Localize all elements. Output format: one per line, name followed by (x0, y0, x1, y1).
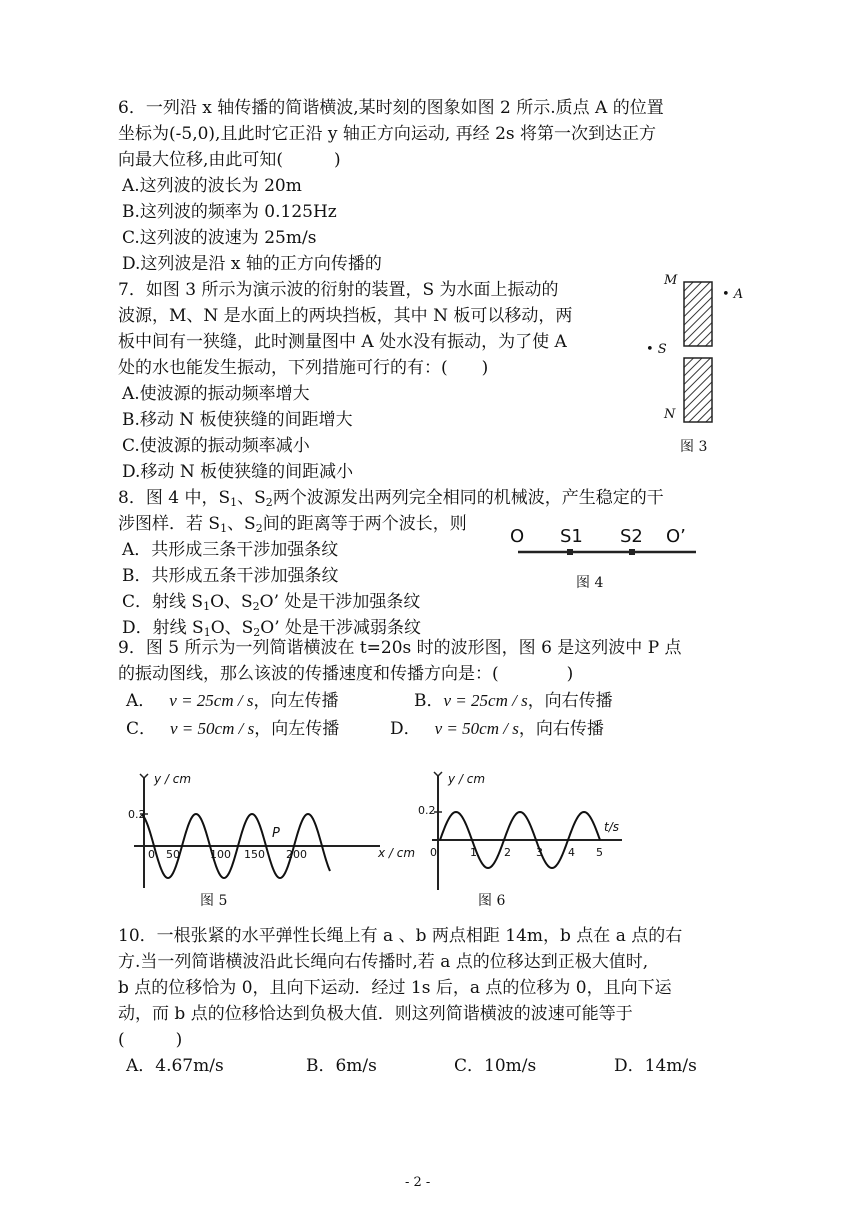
q10-option-c: C．10m/s (454, 1056, 537, 1076)
plate-m (684, 282, 712, 346)
q7-option-c: C.使波源的振动频率减小 (122, 436, 310, 456)
fig6-tick-4: 4 (568, 846, 575, 859)
q9-option-a: A． v = 25cm / s，向左传播 (126, 691, 339, 711)
q7-option-b: B.移动 N 板使狭缝的间距增大 (122, 410, 353, 430)
q9-option-b: B．v = 25cm / s，向右传播 (414, 691, 613, 711)
plate-n (684, 358, 712, 422)
label-point-a: • A (722, 287, 744, 302)
figure-5-waveform (120, 770, 410, 890)
fig5-tick-150: 150 (244, 848, 265, 861)
q10-option-b: B．6m/s (306, 1056, 377, 1076)
q6-option-c: C.这列波的波速为 25m/s (122, 228, 317, 248)
q6-option-b: B.这列波的频率为 0.125Hz (122, 202, 337, 222)
fig6-tick-0: 0 (430, 846, 437, 859)
y-axis-arrow (140, 774, 148, 778)
q8-stem-line1: 8．图 4 中，$S_1$、$S_2$两个波源发出两列完全相同的机械波，产生稳定的干 (118, 488, 664, 509)
q6-option-d: D.这列波是沿 x 轴的正方向传播的 (122, 254, 382, 274)
fig6-tick-2: 2 (504, 846, 511, 859)
fig6-y-label: y / cm (448, 772, 486, 786)
q8-option-a: A．共形成三条干涉加强条纹 (122, 540, 339, 560)
q7-stem-line3: 板中间有一狭缝，此时测量图中 A 处水没有振动，为了使 A (118, 332, 567, 352)
fig5-x-label: x / cm (378, 846, 416, 860)
label-o: O (510, 526, 525, 547)
q7-option-a: A.使波源的振动频率增大 (122, 384, 310, 404)
q10-option-d: D．14m/s (614, 1056, 697, 1076)
label-s1: S1 (560, 526, 583, 547)
figure-3-caption: 图 3 (680, 439, 708, 455)
label-m: M (664, 273, 678, 288)
fig6-tick-3: 3 (536, 846, 543, 859)
q8-option-c: C．射线 $S_1O$、$S_2O$’ 处是干涉加强条纹 (122, 592, 421, 613)
q6-option-a: A.这列波的波长为 20m (122, 176, 302, 196)
figure-4-caption: 图 4 (576, 575, 604, 591)
fig5-tick-100: 100 (210, 848, 231, 861)
q6-stem-line3: 向最大位移,由此可知( ) (118, 150, 341, 170)
label-s2: S2 (620, 526, 643, 547)
fig5-y-label: y / cm (154, 772, 192, 786)
q6-stem-line1: 6．一列沿 x 轴传播的简谐横波,某时刻的图象如图 2 所示.质点 A 的位置 (118, 98, 664, 118)
figure-6-vibration-graph (424, 770, 624, 890)
q7-option-d: D.移动 N 板使狭缝的间距减小 (122, 462, 354, 482)
label-o-prime: O’ (666, 526, 686, 547)
fig6-tick-1: 1 (470, 846, 477, 859)
y-axis-arrow (434, 772, 442, 776)
fig5-tick-0: 0 (148, 848, 155, 861)
page-number: - 2 - (405, 1175, 431, 1190)
q10-stem-line3: b 点的位移恰为 0，且向下运动．经过 1s 后，a 点的位移为 0，且向下运 (118, 978, 672, 998)
fig5-tick-50: 50 (166, 848, 180, 861)
figure-5-caption: 图 5 (200, 893, 228, 909)
q10-stem-line4: 动，而 b 点的位移恰达到负极大值．则这列简谐横波的波速可能等于 (118, 1004, 633, 1024)
q8-option-d: D．射线 $S_1O$、$S_2O$’ 处是干涉减弱条纹 (122, 618, 422, 639)
q8-option-b: B．共形成五条干涉加强条纹 (122, 566, 339, 586)
q10-option-a: A．4.67m/s (126, 1056, 224, 1076)
q9-stem-line2: 的振动图线，那么该波的传播速度和传播方向是：( ) (118, 664, 574, 684)
q8-stem-line2: 涉图样．若 $S_1$、$S_2$间的距离等于两个波长，则 (118, 514, 467, 535)
figure-6-caption: 图 6 (478, 893, 506, 909)
q7-stem-line1: 7．如图 3 所示为演示波的衍射的装置，S 为水面上振动的 (118, 280, 559, 300)
q9-stem-line1: 9．图 5 所示为一列简谐横波在 t=20s 时的波形图，图 6 是这列波中 P 点 (118, 638, 682, 658)
q9-option-d: D． v = 50cm / s，向右传播 (390, 719, 604, 739)
fig5-point-p: P (272, 826, 280, 841)
q10-stem-line1: 10．一根张紧的水平弹性长绳上有 a 、b 两点相距 14m，b 点在 a 点的右 (118, 926, 683, 946)
s1-marker (567, 549, 573, 555)
q7-stem-line2: 波源，M、N 是水面上的两块挡板，其中 N 板可以移动，两 (118, 306, 573, 326)
fig6-amp-label: 0.2 (418, 804, 436, 817)
q9-option-c: C． v = 50cm / s，向左传播 (126, 719, 340, 739)
q10-stem-line2: 方.当一列简谐横波沿此长绳向右传播时,若 a 点的位移达到正极大值时, (118, 952, 649, 972)
fig6-t-label: t/s (604, 820, 619, 834)
q7-stem-line4: 处的水也能发生振动，下列措施可行的有：( ) (118, 358, 489, 378)
q10-stem-line5: ( ) (118, 1030, 183, 1050)
fig5-amp-label: 0.2 (128, 808, 146, 821)
s2-marker (629, 549, 635, 555)
q6-stem-line2: 坐标为(-5,0),且此时它正沿 y 轴正方向运动, 再经 2s 将第一次到达正方 (118, 124, 657, 144)
fig5-tick-200: 200 (286, 848, 307, 861)
label-n: N (664, 407, 676, 422)
fig6-tick-5: 5 (596, 846, 603, 859)
label-source-s: • S (646, 342, 667, 357)
